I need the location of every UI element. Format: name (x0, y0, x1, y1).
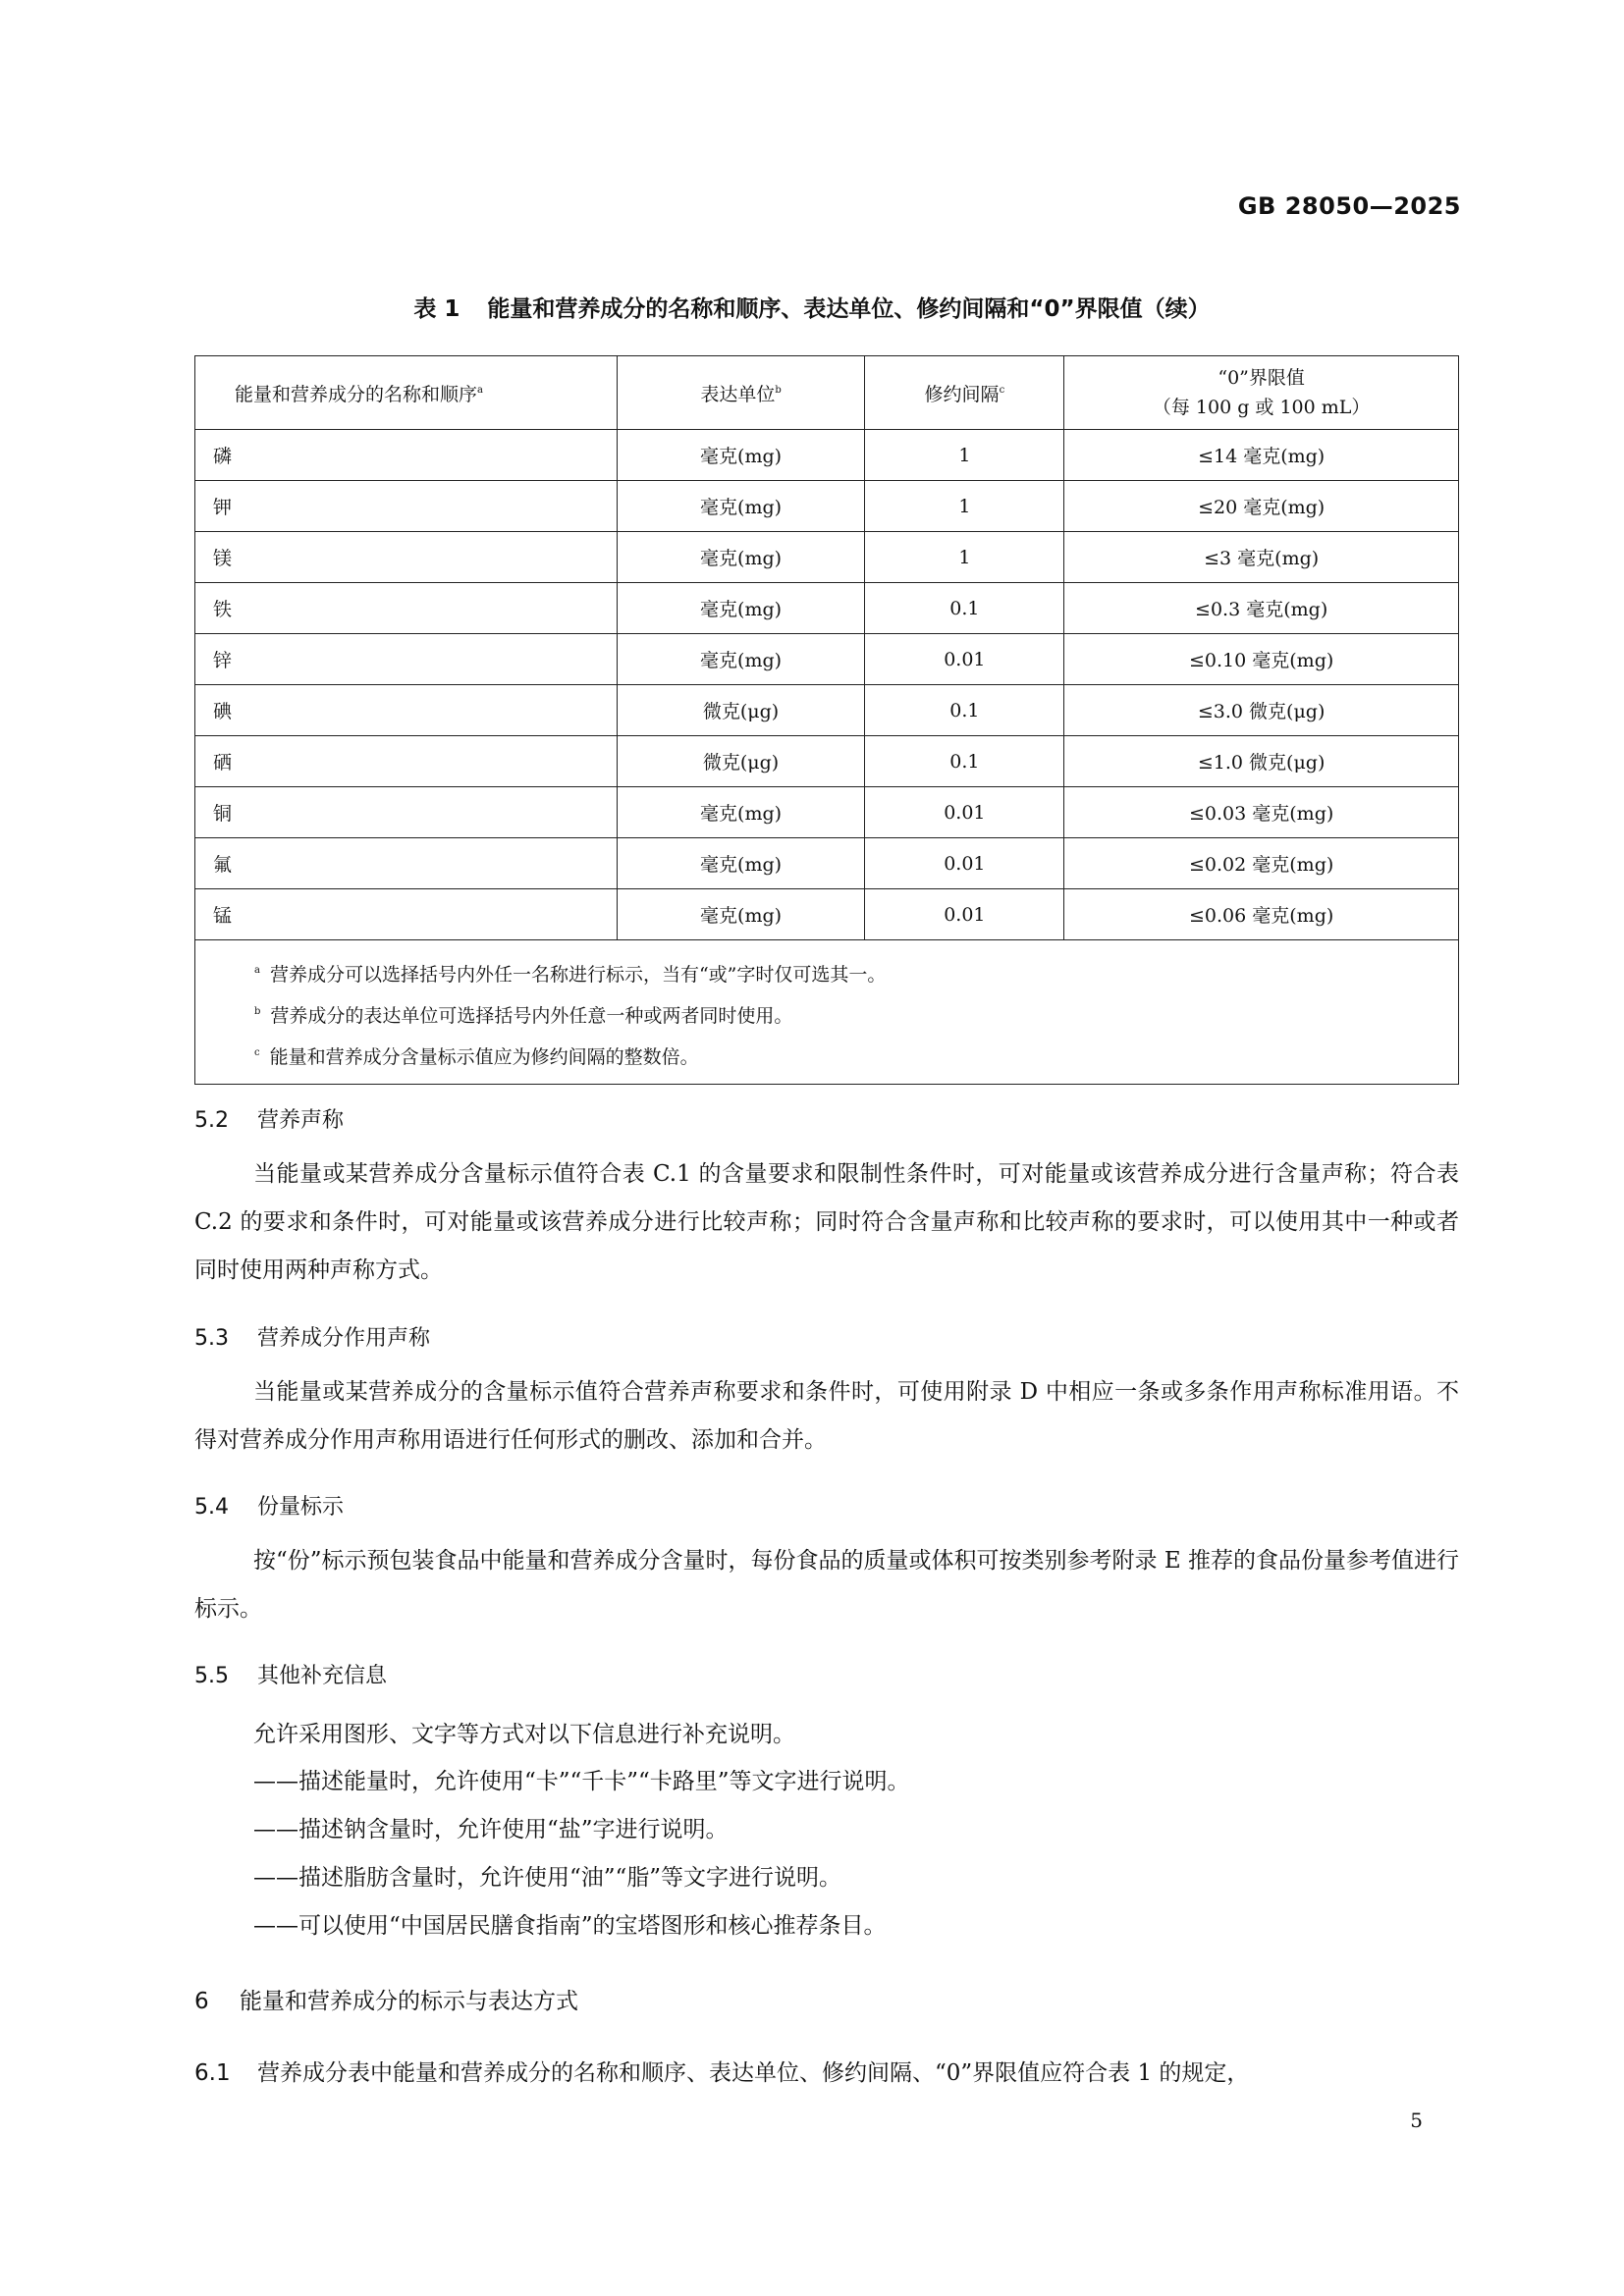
table-row (195, 736, 1459, 787)
table-row (195, 430, 1459, 481)
table-header-row (195, 356, 1459, 430)
cell-interval: 1 (865, 430, 1064, 481)
cell-interval: 0.1 (865, 736, 1064, 787)
table-row (195, 634, 1459, 685)
cell-limit: ≤0.03 毫克(mg) (1064, 787, 1459, 838)
section-heading-5-5: 5.5 其他补充信息 (194, 1664, 388, 1688)
table-row (195, 685, 1459, 736)
table-row (195, 583, 1459, 634)
cell-name: 镁 (195, 532, 618, 583)
list-item: ——描述能量时，允许使用“卡”“千卡”“卡路里”等文字进行说明。 (253, 1769, 910, 1794)
cell-unit: 毫克(mg) (617, 583, 865, 634)
cell-limit: ≤3.0 微克(μg) (1064, 685, 1459, 736)
cell-interval: 0.01 (865, 787, 1064, 838)
cell-name: 碘 (195, 685, 618, 736)
table-caption-label: 表 1 (413, 296, 460, 322)
standard-code: GB 28050—2025 (1237, 192, 1461, 220)
section-intro-5-5: 允许采用图形、文字等方式对以下信息进行补充说明。 (253, 1722, 795, 1747)
cell-interval: 0.01 (865, 838, 1064, 889)
header-name-note: a (477, 385, 483, 396)
header-name: 能量和营养成分的名称和顺序$^a$ (195, 356, 618, 430)
table-note: $^c$ 能量和营养成分含量标示值应为修约间隔的整数倍。 (254, 1046, 699, 1068)
section-heading-5-4: 5.4 份量标示 (194, 1495, 345, 1520)
cell-limit: ≤0.3 毫克(mg) (1064, 583, 1459, 634)
cell-unit: 微克(μg) (617, 685, 865, 736)
table-note: $^b$ 营养成分的表达单位可选择括号内外任意一种或两者同时使用。 (254, 1005, 793, 1027)
section-para-5-3: 当能量或某营养成分的含量标示值符合营养声称要求和条件时，可使用附录 D 中相应一条或多条作用声称标准用语。不得对营养成分作用声称用语进行任何形式的删改、添加和合并。 (194, 1379, 1459, 1453)
cell-unit: 微克(μg) (617, 736, 865, 787)
cell-interval: 0.01 (865, 634, 1064, 685)
cell-name: 锰 (195, 889, 618, 940)
cell-unit: 毫克(mg) (617, 430, 865, 481)
list-item: ——可以使用“中国居民膳食指南”的宝塔图形和核心推荐条目。 (253, 1913, 887, 1939)
table-row (195, 838, 1459, 889)
cell-limit: ≤3 毫克(mg) (1064, 532, 1459, 583)
cell-limit: ≤14 毫克(mg) (1064, 430, 1459, 481)
section-para-6-1: 6.1 营养成分表中能量和营养成分的名称和顺序、表达单位、修约间隔、“0”界限值应符合表 1 的规定， (194, 2060, 1250, 2086)
header-interval-note: c (999, 385, 1005, 396)
nutrition-table (194, 355, 1459, 1085)
section-para-5-4: 按“份”标示预包装食品中能量和营养成分含量时，每份食品的质量或体积可按类别参考附录 E 推荐的食品份量参考值进行标示。 (194, 1548, 1459, 1622)
cell-interval: 0.01 (865, 889, 1064, 940)
table-notes-row (195, 940, 1459, 1085)
cell-unit: 毫克(mg) (617, 532, 865, 583)
header-limit: “0”界限值 （每 100 g 或 100 mL） (1064, 356, 1459, 430)
cell-name: 硒 (195, 736, 618, 787)
table-caption (0, 291, 1624, 323)
table-row (195, 532, 1459, 583)
cell-name: 铁 (195, 583, 618, 634)
table-note: $^a$ 营养成分可以选择括号内外任一名称进行标示，当有“或”字时仅可选其一。 (254, 964, 887, 986)
section-heading-5-3: 5.3 营养成分作用声称 (194, 1326, 431, 1351)
cell-unit: 毫克(mg) (617, 634, 865, 685)
table-row (195, 889, 1459, 940)
cell-limit: ≤1.0 微克(μg) (1064, 736, 1459, 787)
header-unit: 表达单位$^b$ (617, 356, 865, 430)
table-caption-text: 能量和营养成分的名称和顺序、表达单位、修约间隔和“0”界限值（续） (487, 296, 1211, 322)
cell-interval: 1 (865, 532, 1064, 583)
cell-name: 锌 (195, 634, 618, 685)
cell-limit: ≤0.06 毫克(mg) (1064, 889, 1459, 940)
section-para-5-2: 当能量或某营养成分含量标示值符合表 C.1 的含量要求和限制性条件时，可对能量或该营养成分进行含量声称；符合表 C.2 的要求和条件时，可对能量或该营养成分进行比较声称；同时符合含量声称和比较声称的要求时，可以使用其中一种或者同时使用两种声称方式。 (194, 1161, 1459, 1283)
section-heading-5-2: 5.2 营养声称 (194, 1108, 345, 1133)
section-heading-6: 6 能量和营养成分的标示与表达方式 (194, 1989, 578, 2014)
header-unit-note: b (775, 385, 782, 396)
cell-unit: 毫克(mg) (617, 481, 865, 532)
list-item: ——描述钠含量时，允许使用“盐”字进行说明。 (253, 1817, 729, 1842)
table-notes (195, 940, 1459, 1085)
cell-limit: ≤0.02 毫克(mg) (1064, 838, 1459, 889)
cell-unit: 毫克(mg) (617, 838, 865, 889)
cell-name: 磷 (195, 430, 618, 481)
cell-name: 钾 (195, 481, 618, 532)
table-row (195, 787, 1459, 838)
cell-name: 铜 (195, 787, 618, 838)
list-item: ——描述脂肪含量时，允许使用“油”“脂”等文字进行说明。 (253, 1865, 842, 1891)
cell-interval: 0.1 (865, 583, 1064, 634)
header-interval: 修约间隔$^c$ (865, 356, 1064, 430)
cell-limit: ≤20 毫克(mg) (1064, 481, 1459, 532)
cell-name: 氟 (195, 838, 618, 889)
cell-limit: ≤0.10 毫克(mg) (1064, 634, 1459, 685)
table-row (195, 481, 1459, 532)
cell-interval: 1 (865, 481, 1064, 532)
cell-interval: 0.1 (865, 685, 1064, 736)
cell-unit: 毫克(mg) (617, 889, 865, 940)
page-number: 5 (1410, 2109, 1423, 2132)
cell-unit: 毫克(mg) (617, 787, 865, 838)
